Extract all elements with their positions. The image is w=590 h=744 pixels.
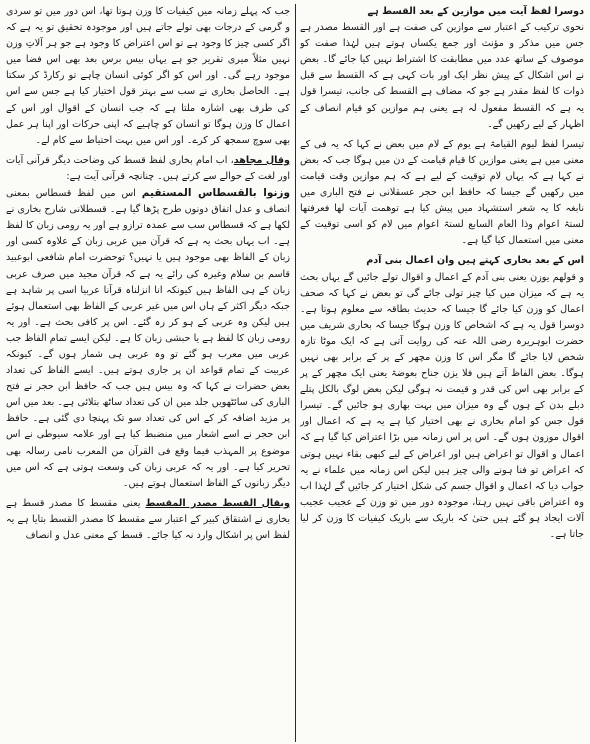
paragraph-heading: دوسرا لفظ آیت میں موازین کے بعد القسط ہے: [367, 6, 584, 17]
paragraph: تیسرا لفظ لیوم القیامۃ ہے یوم کے لام میں بعض نے کہا کہ یہ فی کے معنی میں ہے یعنی موازین کا قیام قیامت کے دن میں ہوگا جب کہ بعض نے کہا ہے کہ یہاں لام توقیت کے لیے ہے کہ ہم موازین وقت قیامت میں رکھیں گے جیسا کہ حافظ ابن حجر عسقلانی نے فتح الباری میں نابغہ کا یہ شعر استشہاد میں پیش کیا ہے توھمت آیات لھا فعرفتھا لستۃ اعوام وذا العام السابع لستۃ اعوام میں لام کو اسی توقیت کے معنی میں استعمال کیا گیا ہے۔: [300, 138, 584, 247]
section-heading: وقال مجاهد: [233, 154, 290, 166]
quran-quote: وزنوا بالقسطاس المستقیم: [141, 187, 290, 200]
paragraph-text: ، اب امام بخاری لفظ قسط کی وضاحت دیگر قرآنی آیات اور لغت کے حوالے سے کرتے ہیں۔ چنانچہ قرآنی آیت ہے:: [6, 154, 290, 182]
column-divider: [295, 4, 296, 742]
paragraph: و قولھم یوزن یعنی بنی آدم کے اعمال و اقوال تولے جائیں گے یہاں بحث یہ ہے کہ میزان میں کیا چیز تولی جائے گی تو بعض نے کہا کہ صحف اعمال کو وزن کیا جائے گا جیسا کہ حدیث بطاقہ سے معلوم ہوتا ہے۔ دوسرا قول یہ ہے کہ اشخاص کا وزن ہوگا جیسا کہ بخاری شریف میں حضرت ابوہریرہ رضی اللہ عنہ کی روایت آتی ہے کہ ایک موٹا تازہ شخص لایا جائے گا مگر اس کا وزن مچھر کے پر کے برابر بھی نہیں ہوگا۔ بعض الفاظ آتے ہیں فلا یزن جناح بعوضۃ یعنی ایک مچھر کے پر کے برابر بھی اس کی قدر و قیمت نہ ہوگی لیکن بعض لوگ بالکل پتلے دبلے بدن کے ہوں گے وہ میزان میں بہت بھاری ہو جائیں گے۔ تیسرا قول جس کو امام بخاری نے بھی اختیار کیا ہے یہ ہے کہ اعمال اور اقوال موزون ہوں گے۔ اس پر اس زمانہ میں بڑا اعتراض کیا گیا ہے کہ اعمال و اقوال تو اعراض ہیں اور اعراض کے لیے کبھی بقاء نہیں ہوتی کہ اعراض تو فنا ہونے والی چیز ہیں لیکن اس زمانہ میں علماء نے یہ جواب دیا کہ اعمال و اقوال جسم کی شکل اختیار کر جائیں گے لہٰذا اب وہ اعتراض باقی نہیں رہتا، موجودہ دور میں تو وزن کے عجیب عجیب آلات ایجاد ہو گئے ہیں حتیٰ کہ باریک سے باریک کیفیات کا وزن کر لیا جاتا ہے۔: [300, 271, 584, 540]
right-column: [300, 4, 584, 742]
paragraph-text: یعنی مقسط کا مصدر قسط ہے بخاری نے اشتقاق کبیر کے اعتبار سے مقسط کا مصدر القسط بتایا ہے یہ لفظ اس پر اشکال وارد نہ کیا جائے۔ قسط کے معنی عدل و انصاف: [6, 497, 290, 541]
paragraph-text: اس میں لفظ قسطاس بمعنی انصاف و عدل اتفاق دونوں طرح پڑھا گیا ہے۔ قسطلانی شارح بخاری نے لکھا ہے کہ قسطاس سب سے عمدہ ترازو ہے اور یہ رومی زبان کا لفظ ہے۔ اب یہاں بحث یہ ہے کہ قرآن میں عربی زبان کے علاوہ کسی اور زبان کے الفاظ بھی موجود ہیں یا نہیں؟ توحضرت امام شافعی ابوعبید قاسم بن سلام وغیرہ کی رائے یہ ہے کہ قرآن مجید میں صرف عربی زبان کے ہی الفاظ ہیں کیونکہ انا انزلناہ قرآنا عربیا اسی پر شاہد ہے جبکہ دیگر اکثر کے ہاں اس میں غیر عربی کے الفاظ بھی استعمال ہوئے ہیں لیکن وہ عربی کے ہو کر رہ گئے۔ اس پر کافی بحث ہے۔ اور یہ رومی زبان کا لفظ ہے یا حبشی زبان کا ہے۔ لیکن ایسے تمام الفاظ جب عربی میں معرب ہو گئے تو وہ عربی ہی شمار ہوں گے۔ کیونکہ عربیت کے تمام قواعد ان پر جاری ہوتے ہیں۔ ایسے الفاظ کی تعداد بعض حضرات نے کہا کہ وہ بیس ہیں جب کہ حافظ ابن حجر نے فتح الباری کی سائٹھویں جلد میں ان کی تعداد ساٹھ بتلائی ہے۔ بعد میں اس پر مزید اضافہ کر کے اس کی تعداد سو تک پہنچا دی گئی ہے۔ حافظ ابن حجر نے اسے اشعار میں منضبط کیا ہے اور علامہ سیوطی نے اس موضوع پر المہذب فیما وقع فی القرآن من المعرب نامی رسالہ بھی تحریر کیا ہے۔ اور یہ کہ عربی زبان کی وسعت ہوتی ہے کہ اس میں دیگر زبانوں کے الفاظ استعمال ہوتے ہیں۔: [6, 188, 290, 489]
section-heading: ویقال القسط مصدر المقسط: [145, 497, 290, 509]
paragraph-heading: اس کے بعد بخاری کہتے ہیں وان اعمال بنی آدم: [366, 255, 584, 267]
paragraph: [6, 153, 290, 185]
left-column: [6, 4, 290, 742]
paragraph: جب کہ پہلے زمانہ میں کیفیات کا وزن ہوتا تھا، اس دور میں تو سردی و گرمی کے درجات بھی تولے جاتے ہیں اور موجودہ تحقیق تو یہ ہے کہ اگر کسی چیز کا وجود ہے تو اس اعتراض کا وجود ہے جو ہر آلاتِ وزن نہیں مثلاً میری تقریر جو ہے یہاں بیس برس بعد بھی اس فضا میں موجود رہے گی۔ اور اس کو اگر کوئی انسان چاہے تو رکارڈ کر سکتا ہے۔ الحاصل بخاری نے سب سے بہتر قول اختیار کیا ہے جس سے اس کی طرف بھی اشارہ ملتا ہے کہ جب انسان کے اقوال اور اس کے اعمال کا وزن ہوگا تو انسان کو چاہیے کہ اپنی حرکات اور اپنا ہر عمل بھی سوچ سمجھ کر کرے۔ اور اس میں بہت احتیاط سے کام لے۔: [6, 6, 290, 146]
two-column-layout: [6, 4, 584, 742]
paragraph: نحوی ترکیب کے اعتبار سے موازین کی صفت ہے اور القسط مصدر ہے جس میں مذکر و مؤنث اور جمع یکساں ہوتے ہیں لہٰذا صفت کو موصوف کے ساتھ عدد میں مطابقت کا اشتراط نہیں کیا جائے گا۔ بعض نے اس اشکال کے پیش نظر ایک اور بات کہی ہے کہ القسط سے قبل ذوات کا لفظ مقدر ہے جو کہ مضاف ہے القسط کی جانب، تیسرا قول یہ ہے کہ القسط مفعول لہ ہے یعنی ہم موازین کو قیام انصاف کے اظہار کے لیے رکھیں گے۔: [300, 22, 584, 130]
paragraph: [6, 496, 290, 544]
paragraph: [6, 185, 290, 492]
